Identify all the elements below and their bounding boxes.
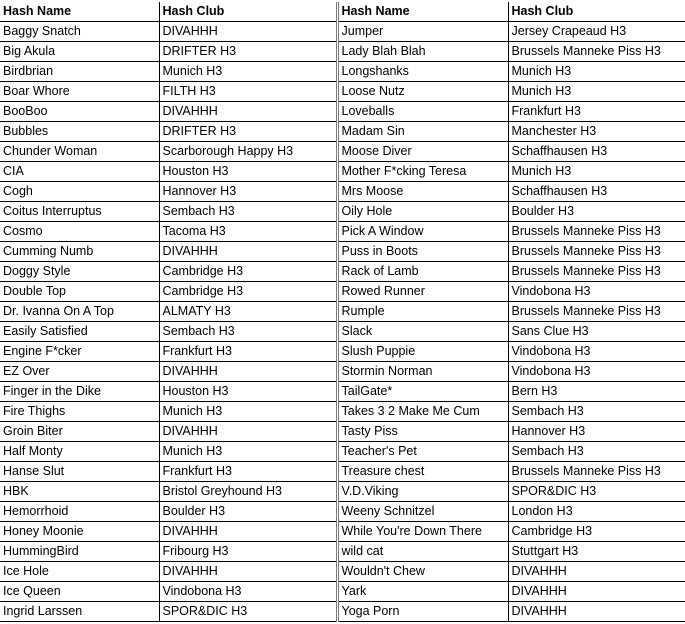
cell-hash-name-right[interactable]: wild cat <box>337 542 508 562</box>
table-row <box>0 442 685 462</box>
cell-hash-name-left[interactable]: Fire Thighs <box>0 402 159 422</box>
table-row <box>0 582 685 602</box>
cell-hash-name-right[interactable]: Puss in Boots <box>337 242 508 262</box>
header-hash-name-right[interactable]: Hash Name <box>337 2 508 22</box>
cell-hash-club-left[interactable]: DIVAHHH <box>159 562 337 582</box>
cell-hash-club-right[interactable]: Brussels Manneke Piss H3 <box>508 222 685 242</box>
cell-hash-name-left[interactable]: EZ Over <box>0 362 159 382</box>
table-row <box>0 22 685 42</box>
cell-hash-name-left[interactable]: Big Akula <box>0 42 159 62</box>
cell-hash-club-right[interactable]: Brussels Manneke Piss H3 <box>508 462 685 482</box>
cell-hash-name-right[interactable]: Jumper <box>337 22 508 42</box>
cell-hash-club-left[interactable]: DRIFTER H3 <box>159 42 337 62</box>
table-row <box>0 202 685 222</box>
cell-hash-club-left[interactable]: Bristol Greyhound H3 <box>159 482 337 502</box>
table-row <box>0 222 685 242</box>
cell-hash-name-right[interactable]: Lady Blah Blah <box>337 42 508 62</box>
cell-hash-club-left[interactable]: Cambridge H3 <box>159 262 337 282</box>
cell-hash-club-left[interactable]: SPOR&DIC H3 <box>159 602 337 622</box>
cell-hash-name-right[interactable]: Wouldn't Chew <box>337 562 508 582</box>
header-hash-club-left[interactable]: Hash Club <box>159 2 337 22</box>
cell-hash-club-left[interactable]: DIVAHHH <box>159 102 337 122</box>
cell-hash-club-left[interactable]: DIVAHHH <box>159 422 337 442</box>
table-row <box>0 602 685 622</box>
table-row <box>0 162 685 182</box>
cell-hash-name-right[interactable]: Moose Diver <box>337 142 508 162</box>
cell-hash-club-left[interactable]: Boulder H3 <box>159 502 337 522</box>
table-row <box>0 182 685 202</box>
table-row <box>0 342 685 362</box>
cell-hash-name-right[interactable]: Takes 3 2 Make Me Cum <box>337 402 508 422</box>
cell-hash-club-right[interactable]: Vindobona H3 <box>508 282 685 302</box>
cell-hash-club-right[interactable]: Munich H3 <box>508 162 685 182</box>
cell-hash-club-right[interactable]: Boulder H3 <box>508 202 685 222</box>
cell-hash-club-right[interactable]: Stuttgart H3 <box>508 542 685 562</box>
cell-hash-club-right[interactable]: DIVAHHH <box>508 602 685 622</box>
cell-hash-club-right[interactable]: DIVAHHH <box>508 582 685 602</box>
cell-hash-name-left[interactable]: Birdbrian <box>0 62 159 82</box>
table-row <box>0 262 685 282</box>
cell-hash-club-left[interactable]: DIVAHHH <box>159 522 337 542</box>
cell-hash-name-left[interactable]: Cogh <box>0 182 159 202</box>
cell-hash-name-left[interactable]: Cosmo <box>0 222 159 242</box>
cell-hash-name-right[interactable]: Slack <box>337 322 508 342</box>
cell-hash-name-left[interactable]: Baggy Snatch <box>0 22 159 42</box>
cell-hash-name-right[interactable]: Mrs Moose <box>337 182 508 202</box>
table-row <box>0 422 685 442</box>
cell-hash-club-right[interactable]: DIVAHHH <box>508 562 685 582</box>
cell-hash-club-left[interactable]: Munich H3 <box>159 62 337 82</box>
cell-hash-club-right[interactable]: Jersey Crapeaud H3 <box>508 22 685 42</box>
cell-hash-club-left[interactable]: Munich H3 <box>159 402 337 422</box>
cell-hash-name-right[interactable]: Yoga Porn <box>337 602 508 622</box>
table-row <box>0 382 685 402</box>
cell-hash-name-right[interactable]: Yark <box>337 582 508 602</box>
table-row <box>0 322 685 342</box>
hash-names-table <box>0 2 685 622</box>
cell-hash-name-left[interactable]: BooBoo <box>0 102 159 122</box>
cell-hash-club-right[interactable]: Brussels Manneke Piss H3 <box>508 242 685 262</box>
cell-hash-club-right[interactable]: Vindobona H3 <box>508 342 685 362</box>
cell-hash-club-left[interactable]: Cambridge H3 <box>159 282 337 302</box>
cell-hash-name-left[interactable]: Hanse Slut <box>0 462 159 482</box>
cell-hash-club-left[interactable]: Frankfurt H3 <box>159 462 337 482</box>
cell-hash-club-right[interactable]: Schaffhausen H3 <box>508 142 685 162</box>
cell-hash-name-right[interactable]: Loveballs <box>337 102 508 122</box>
cell-hash-name-left[interactable]: Cumming Numb <box>0 242 159 262</box>
cell-hash-club-left[interactable]: Fribourg H3 <box>159 542 337 562</box>
table-row <box>0 282 685 302</box>
cell-hash-name-left[interactable]: Finger in the Dike <box>0 382 159 402</box>
cell-hash-name-left[interactable]: Double Top <box>0 282 159 302</box>
header-hash-name-left[interactable]: Hash Name <box>0 2 159 22</box>
table-row <box>0 142 685 162</box>
table-row <box>0 62 685 82</box>
cell-hash-club-right[interactable]: Brussels Manneke Piss H3 <box>508 42 685 62</box>
cell-hash-name-right[interactable]: Rumple <box>337 302 508 322</box>
table-row <box>0 482 685 502</box>
cell-hash-club-right[interactable]: Sembach H3 <box>508 442 685 462</box>
table-row <box>0 42 685 62</box>
cell-hash-club-left[interactable]: Scarborough Happy H3 <box>159 142 337 162</box>
cell-hash-name-left[interactable]: Doggy Style <box>0 262 159 282</box>
cell-hash-club-right[interactable]: SPOR&DIC H3 <box>508 482 685 502</box>
cell-hash-club-left[interactable]: DIVAHHH <box>159 242 337 262</box>
table-row <box>0 122 685 142</box>
cell-hash-name-right[interactable]: Madam Sin <box>337 122 508 142</box>
table-row <box>0 242 685 262</box>
cell-hash-name-left[interactable]: HBK <box>0 482 159 502</box>
cell-hash-name-right[interactable]: Treasure chest <box>337 462 508 482</box>
table-row <box>0 462 685 482</box>
cell-hash-club-left[interactable]: DRIFTER H3 <box>159 122 337 142</box>
cell-hash-club-left[interactable]: Sembach H3 <box>159 322 337 342</box>
cell-hash-name-left[interactable]: Bubbles <box>0 122 159 142</box>
cell-hash-name-left[interactable]: Half Monty <box>0 442 159 462</box>
cell-hash-name-right[interactable]: Slush Puppie <box>337 342 508 362</box>
cell-hash-club-right[interactable]: Frankfurt H3 <box>508 102 685 122</box>
table-row <box>0 542 685 562</box>
cell-hash-club-left[interactable]: Frankfurt H3 <box>159 342 337 362</box>
cell-hash-name-right[interactable]: Teacher's Pet <box>337 442 508 462</box>
cell-hash-name-left[interactable]: Boar Whore <box>0 82 159 102</box>
cell-hash-club-right[interactable]: Brussels Manneke Piss H3 <box>508 262 685 282</box>
cell-hash-club-left[interactable]: Hannover H3 <box>159 182 337 202</box>
cell-hash-name-right[interactable]: Pick A Window <box>337 222 508 242</box>
cell-hash-name-left[interactable]: Ice Hole <box>0 562 159 582</box>
cell-hash-name-right[interactable]: Mother F*cking Teresa <box>337 162 508 182</box>
cell-hash-club-right[interactable]: Sembach H3 <box>508 402 685 422</box>
cell-hash-name-right[interactable]: Tasty Piss <box>337 422 508 442</box>
table-row <box>0 82 685 102</box>
cell-hash-name-right[interactable]: V.D.Viking <box>337 482 508 502</box>
cell-hash-name-left[interactable]: Engine F*cker <box>0 342 159 362</box>
cell-hash-name-right[interactable]: Longshanks <box>337 62 508 82</box>
cell-hash-name-left[interactable]: Chunder Woman <box>0 142 159 162</box>
header-row <box>0 2 685 22</box>
cell-hash-name-left[interactable]: CIA <box>0 162 159 182</box>
cell-hash-name-right[interactable]: Loose Nutz <box>337 82 508 102</box>
table-row <box>0 302 685 322</box>
cell-hash-name-right[interactable]: TailGate* <box>337 382 508 402</box>
cell-hash-name-left[interactable]: Dr. Ivanna On A Top <box>0 302 159 322</box>
cell-hash-name-left[interactable]: HummingBird <box>0 542 159 562</box>
cell-hash-club-right[interactable]: Munich H3 <box>508 62 685 82</box>
cell-hash-name-right[interactable]: Oily Hole <box>337 202 508 222</box>
cell-hash-club-left[interactable]: DIVAHHH <box>159 362 337 382</box>
cell-hash-club-left[interactable]: FILTH H3 <box>159 82 337 102</box>
table-row <box>0 502 685 522</box>
cell-hash-club-right[interactable]: London H3 <box>508 502 685 522</box>
cell-hash-name-left[interactable]: Coitus Interruptus <box>0 202 159 222</box>
cell-hash-name-left[interactable]: Easily Satisfied <box>0 322 159 342</box>
cell-hash-club-right[interactable]: Vindobona H3 <box>508 362 685 382</box>
cell-hash-club-left[interactable]: Houston H3 <box>159 382 337 402</box>
table-row <box>0 522 685 542</box>
cell-hash-name-left[interactable]: Ingrid Larssen <box>0 602 159 622</box>
cell-hash-name-left[interactable]: Ice Queen <box>0 582 159 602</box>
cell-hash-name-right[interactable]: Rack of Lamb <box>337 262 508 282</box>
cell-hash-club-left[interactable]: Sembach H3 <box>159 202 337 222</box>
cell-hash-name-left[interactable]: Hemorrhoid <box>0 502 159 522</box>
cell-hash-club-left[interactable]: Munich H3 <box>159 442 337 462</box>
cell-hash-club-left[interactable]: ALMATY H3 <box>159 302 337 322</box>
table-row <box>0 362 685 382</box>
cell-hash-name-right[interactable]: Weeny Schnitzel <box>337 502 508 522</box>
cell-hash-club-right[interactable]: Manchester H3 <box>508 122 685 142</box>
header-hash-club-right[interactable]: Hash Club <box>508 2 685 22</box>
table-row <box>0 102 685 122</box>
cell-hash-name-right[interactable]: Rowed Runner <box>337 282 508 302</box>
cell-hash-club-right[interactable]: Sans Clue H3 <box>508 322 685 342</box>
cell-hash-club-right[interactable]: Munich H3 <box>508 82 685 102</box>
cell-hash-name-left[interactable]: Groin Biter <box>0 422 159 442</box>
cell-hash-club-right[interactable]: Brussels Manneke Piss H3 <box>508 302 685 322</box>
cell-hash-club-left[interactable]: Tacoma H3 <box>159 222 337 242</box>
cell-hash-club-left[interactable]: DIVAHHH <box>159 22 337 42</box>
cell-hash-name-right[interactable]: While You're Down There <box>337 522 508 542</box>
table-row <box>0 402 685 422</box>
cell-hash-club-right[interactable]: Schaffhausen H3 <box>508 182 685 202</box>
cell-hash-club-right[interactable]: Cambridge H3 <box>508 522 685 542</box>
cell-hash-club-left[interactable]: Vindobona H3 <box>159 582 337 602</box>
cell-hash-club-left[interactable]: Houston H3 <box>159 162 337 182</box>
cell-hash-club-right[interactable]: Hannover H3 <box>508 422 685 442</box>
table-row <box>0 562 685 582</box>
cell-hash-club-right[interactable]: Bern H3 <box>508 382 685 402</box>
cell-hash-name-right[interactable]: Stormin Norman <box>337 362 508 382</box>
cell-hash-name-left[interactable]: Honey Moonie <box>0 522 159 542</box>
